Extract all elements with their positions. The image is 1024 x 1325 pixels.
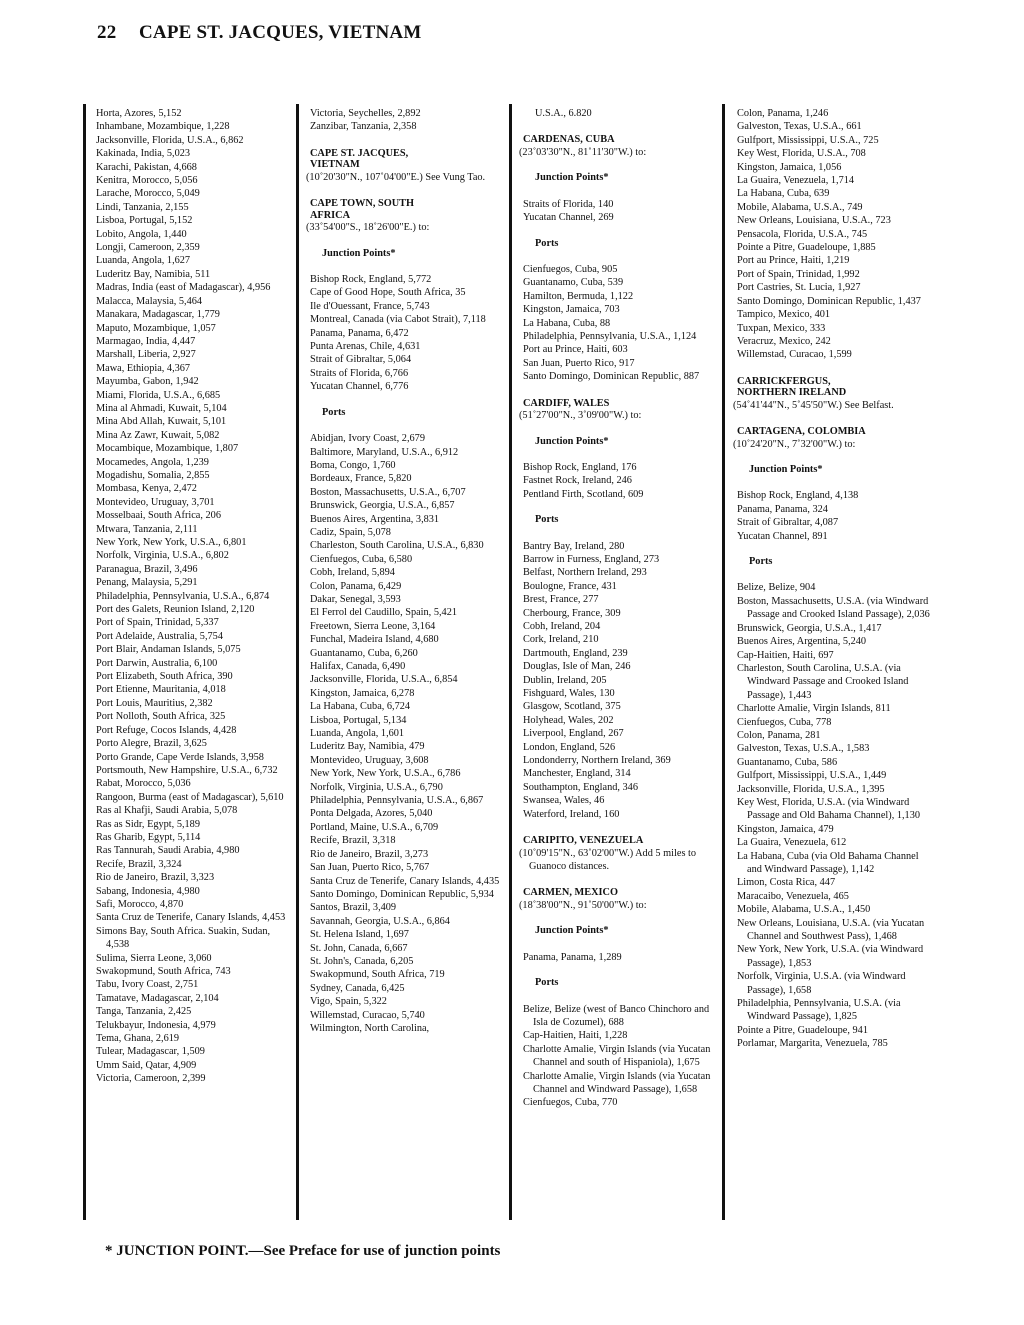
list-item: Mobile, Alabama, U.S.A., 749	[737, 201, 863, 213]
section-coordinates: (54˚41'44"N., 5˚45'50"W.) See Belfast.	[733, 399, 894, 411]
list-item: Dublin, Ireland, 205	[523, 674, 607, 686]
junction-points-list	[737, 489, 933, 543]
list-item: Porto Alegre, Brazil, 3,625	[96, 738, 207, 750]
list-item: Mtwara, Tanzania, 2,111	[96, 523, 198, 535]
list-item: Philadelphia, Pennsylvania, U.S.A., 6,867	[310, 795, 484, 807]
list-item: Yucatan Channel, 269	[523, 212, 614, 224]
list-item: Southampton, England, 346	[523, 781, 638, 793]
list-item: Montevideo, Uruguay, 3,608	[310, 754, 429, 766]
list-item: Santa Cruz de Tenerife, Canary Islands, 4,435	[310, 875, 500, 887]
junction-points-list	[523, 951, 717, 964]
list-item: Santo Domingo, Dominican Republic, 1,437	[737, 295, 921, 307]
section-title: CARDENAS, CUBA	[523, 134, 615, 146]
list-item: Port au Prince, Haiti, 603	[523, 344, 628, 356]
list-item: Fastnet Rock, Ireland, 246	[523, 475, 632, 487]
list-item: Portland, Maine, U.S.A., 6,709	[310, 821, 439, 833]
list-item: Strait of Gibraltar, 4,087	[737, 517, 839, 529]
list-item: Savannah, Georgia, U.S.A., 6,864	[310, 915, 450, 927]
list-item: Gulfport, Mississippi, U.S.A., 725	[737, 134, 879, 146]
column-rule	[296, 104, 299, 1220]
section-title: CARDIFF, WALES	[523, 397, 610, 409]
list-item: New York, New York, U.S.A. (via Windward Passage), 1,853	[737, 944, 924, 969]
list-item: Brunswick, Georgia, U.S.A., 1,417	[737, 622, 882, 634]
list-item: Waterford, Ireland, 160	[523, 808, 620, 820]
section-title: VIETNAM	[310, 159, 360, 171]
list-item: Karachi, Pakistan, 4,668	[96, 161, 197, 173]
list-item: Kakinada, India, 5,023	[96, 148, 191, 160]
list-item: Victoria, Cameroon, 2,399	[96, 1073, 206, 1085]
column-rule	[722, 104, 725, 1220]
section-title: CARRICKFERGUS,	[737, 375, 831, 387]
list-item: Horta, Azores, 5,152	[96, 108, 182, 119]
list-item: Tuxpan, Mexico, 333	[737, 322, 826, 334]
list-item: Brest, France, 277	[523, 594, 599, 606]
list-item: Charlotte Amalie, Virgin Islands (via Yucatan Channel and Windward Passage), 1,658	[523, 1070, 711, 1095]
list-item: Port Refuge, Cocos Islands, 4,428	[96, 724, 237, 736]
section-cape-town	[310, 198, 504, 221]
list-item: Panama, Panama, 1,289	[523, 951, 622, 963]
list-item: Mina al Ahmadi, Kuwait, 5,104	[96, 402, 227, 414]
ports-heading: Ports	[535, 237, 559, 249]
list-item: Vigo, Spain, 5,322	[310, 996, 387, 1008]
list-item: Abidjan, Ivory Coast, 2,679	[310, 433, 425, 445]
ports-heading: Ports	[535, 514, 559, 526]
list-item: Cienfuegos, Cuba, 770	[523, 1097, 618, 1109]
list-item: Belize, Belize (west of Banco Chinchoro and Isla de Cozumel), 688	[523, 1003, 710, 1028]
list-item: Cap-Haitien, Haiti, 1,228	[523, 1030, 628, 1042]
section-title: NORTHERN IRELAND	[737, 387, 847, 399]
list-item: Jacksonville, Florida, U.S.A., 1,395	[737, 783, 885, 795]
list-item: Belize, Belize, 904	[737, 582, 816, 594]
ports-heading: Ports	[749, 556, 773, 568]
list-item: Sydney, Canada, 6,425	[310, 982, 405, 994]
list-item: Galveston, Texas, U.S.A., 1,583	[737, 743, 870, 755]
list-item: Port Adelaide, Australia, 5,754	[96, 630, 223, 642]
list-item: Cobh, Ireland, 5,894	[310, 567, 395, 579]
section-coordinates: (33˚54'00"S., 18˚26'00"E.) to:	[306, 222, 430, 234]
list-item: New York, New York, U.S.A., 6,801	[96, 537, 247, 548]
list-item: Inhambane, Mozambique, 1,228	[96, 121, 230, 133]
list-item: Montevideo, Uruguay, 3,701	[96, 496, 215, 508]
list-item: Marmagao, India, 4,447	[96, 335, 196, 347]
section-cartagena	[737, 426, 933, 438]
list-item: Manakara, Madagascar, 1,779	[96, 309, 220, 321]
list-item: Guantanamo, Cuba, 586	[737, 756, 838, 768]
list-item: Sabang, Indonesia, 4,980	[96, 885, 200, 897]
list-item: Glasgow, Scotland, 375	[523, 701, 621, 713]
section-title: CARTAGENA, COLOMBIA	[737, 426, 866, 438]
section-cape-st-jacques	[310, 148, 504, 171]
list-item: Dakar, Senegal, 3,593	[310, 593, 401, 605]
section-coordinates: (10˚24'20"N., 7˚32'00"W.) to:	[733, 438, 856, 450]
junction-points-heading: Junction Points*	[322, 247, 396, 259]
list-item: Port Nolloth, South Africa, 325	[96, 711, 226, 723]
list-item: La Guaira, Venezuela, 1,714	[737, 175, 855, 187]
list-item: Rio de Janeiro, Brazil, 3,273	[310, 848, 429, 860]
list-item: Bantry Bay, Ireland, 280	[523, 540, 625, 552]
list-item: Pentland Firth, Scotland, 609	[523, 488, 644, 500]
list-item: Belfast, Northern Ireland, 293	[523, 567, 647, 579]
list-item: Umm Said, Qatar, 4,909	[96, 1059, 197, 1071]
junction-points-heading: Junction Points*	[749, 464, 823, 476]
list-item: Colon, Panama, 281	[737, 729, 821, 741]
list-item: Port Blair, Andaman Islands, 5,075	[96, 644, 241, 656]
list-item: Santa Cruz de Tenerife, Canary Islands, 4,453	[96, 912, 286, 924]
list-item: Port des Galets, Reunion Island, 2,120	[96, 604, 255, 616]
list-item: Charlotte Amalie, Virgin Islands, 811	[737, 703, 891, 715]
list-item: Tanga, Tanzania, 2,425	[96, 1006, 192, 1018]
list-item: Montreal, Canada (via Cabot Strait), 7,118	[310, 314, 486, 326]
list-item: Jacksonville, Florida, U.S.A., 6,862	[96, 134, 244, 146]
list-item: Boston, Massachusetts, U.S.A., 6,707	[310, 486, 466, 498]
list-item: Ras Tannurah, Saudi Arabia, 4,980	[96, 845, 240, 857]
section-coordinates: (18˚38'00"N., 91˚50'00"W.) to:	[519, 899, 647, 911]
list-item: Tampico, Mexico, 401	[737, 309, 831, 321]
list-item: La Habana, Cuba, 639	[737, 188, 830, 200]
page-number: 22	[97, 22, 117, 43]
list-item: Bordeaux, France, 5,820	[310, 473, 412, 485]
list-item: Maracaibo, Venezuela, 465	[737, 890, 849, 902]
list-item: Wilmington, North Carolina,	[310, 1022, 430, 1034]
list-item: Key West, Florida, U.S.A. (via Windward Passage and Old Bahama Channel), 1,130	[737, 796, 921, 822]
list-item: Boston, Massachusetts, U.S.A. (via Windward Passage and Crooked Island Passage), 2,036	[737, 595, 930, 621]
list-item: Port of Spain, Trinidad, 5,337	[96, 617, 219, 629]
list-item: El Ferrol del Caudillo, Spain, 5,421	[310, 607, 458, 619]
list-item: Philadelphia, Pennsylvania, U.S.A. (via Windward Passage), 1,825	[737, 998, 901, 1023]
list-item: Mayumba, Gabon, 1,942	[96, 376, 199, 388]
list-item: Willemstad, Curacao, 1,599	[737, 349, 852, 361]
list-item: Mawa, Ethiopia, 4,367	[96, 362, 191, 374]
list-item: Luanda, Angola, 1,601	[310, 728, 405, 740]
list-item: Simons Bay, South Africa. Suakin, Sudan, 4,538	[96, 925, 271, 951]
junction-points-heading: Junction Points*	[535, 172, 609, 184]
list-item: Longji, Cameroon, 2,359	[96, 242, 200, 254]
list-item: Brunswick, Georgia, U.S.A., 6,857	[310, 500, 455, 512]
list-item: Swansea, Wales, 46	[523, 795, 605, 807]
list-item: Punta Arenas, Chile, 4,631	[310, 341, 421, 353]
list-item: Bishop Rock, England, 176	[523, 461, 637, 473]
section-coordinates: (51˚27'00"N., 3˚09'00"W.) to:	[519, 410, 642, 422]
list-item: Mobile, Alabama, U.S.A., 1,450	[737, 904, 871, 916]
list-item: Gulfport, Mississippi, U.S.A., 1,449	[737, 770, 887, 782]
list-item: La Habana, Cuba (via Old Bahama Channel and Windward Passage), 1,142	[737, 850, 919, 875]
list-item: Boulogne, France, 431	[523, 580, 617, 592]
list-item: Mina Az Zawr, Kuwait, 5,082	[96, 429, 220, 441]
list-item: Mina Abd Allah, Kuwait, 5,101	[96, 416, 227, 428]
section-cardenas	[523, 134, 717, 146]
column-rule	[83, 104, 86, 1220]
list-item: Yucatan Channel, 6,776	[310, 381, 409, 393]
list-item: Pensacola, Florida, U.S.A., 745	[737, 228, 868, 240]
list-item: Porto Grande, Cape Verde Islands, 3,958	[96, 751, 264, 763]
list-item: San Juan, Puerto Rico, 917	[523, 357, 635, 369]
list-item: Recife, Brazil, 3,318	[310, 835, 396, 847]
list-item: Victoria, Seychelles, 2,892	[310, 108, 421, 119]
list-item: Norfolk, Virginia, U.S.A. (via Windward Passage), 1,658	[737, 971, 906, 996]
junction-points-heading: Junction Points*	[535, 925, 609, 937]
list-item: Lisboa, Portugal, 5,152	[96, 215, 193, 227]
list-item: Paranagua, Brazil, 3,496	[96, 563, 198, 575]
list-item: Limon, Costa Rica, 447	[737, 877, 836, 889]
list-item: Santo Domingo, Dominican Republic, 5,934	[310, 888, 494, 900]
list-item: Marshall, Liberia, 2,927	[96, 349, 196, 361]
ports-list	[523, 540, 717, 822]
section-carrickfergus	[737, 376, 933, 399]
list-item: San Juan, Puerto Rico, 5,767	[310, 862, 430, 874]
list-item: Lobito, Angola, 1,440	[96, 228, 187, 240]
list-item: Port Louis, Mauritius, 2,382	[96, 697, 213, 709]
list-item: Philadelphia, Pennsylvania, U.S.A., 6,874	[96, 590, 270, 602]
list-item: Charleston, South Carolina, U.S.A. (via Windward Passage and Crooked Island Passage), 1,443	[737, 662, 909, 701]
list-item: Santo Domingo, Dominican Republic, 887	[523, 371, 700, 383]
list-item: La Habana, Cuba, 6,724	[310, 701, 411, 713]
junction-points-list	[310, 273, 504, 394]
list-item: Luanda, Angola, 1,627	[96, 255, 191, 267]
list-item: Port Elizabeth, South Africa, 390	[96, 671, 233, 683]
list-item: Penang, Malaysia, 5,291	[96, 577, 198, 589]
footer-note: * JUNCTION POINT.—See Preface for use of junction points	[105, 1243, 501, 1259]
section-title: CAPE ST. JACQUES,	[310, 147, 409, 159]
list-item: Porlamar, Margarita, Venezuela, 785	[737, 1038, 888, 1050]
list-item: Straits of Florida, 140	[523, 198, 614, 210]
ports-list	[523, 1003, 717, 1110]
list-item: Veracruz, Mexico, 242	[737, 335, 831, 347]
list-item: Rabat, Morocco, 5,036	[96, 778, 191, 790]
list-item: Zanzibar, Tanzania, 2,358	[310, 121, 417, 133]
list-item: Port Castries, St. Lucia, 1,927	[737, 282, 861, 294]
list-item: Lindi, Tanzania, 2,155	[96, 201, 189, 213]
list-item: Pointe a Pitre, Guadeloupe, 941	[737, 1024, 868, 1036]
list-item: Panama, Panama, 324	[737, 503, 828, 515]
list-item: Halifax, Canada, 6,490	[310, 661, 406, 672]
ports-list	[310, 432, 504, 1035]
entry-list	[310, 107, 504, 134]
list-item: Port of Spain, Trinidad, 1,992	[737, 268, 860, 280]
list-item: Mogadishu, Somalia, 2,855	[96, 469, 210, 481]
list-item: St. John's, Canada, 6,205	[310, 955, 414, 967]
section-coordinates: (10˚20'30"N., 107˚04'00"E.) See Vung Tao.	[306, 171, 486, 183]
ports-heading: Ports	[535, 977, 559, 989]
list-item: Philadelphia, Pennsylvania, U.S.A., 1,124	[523, 330, 697, 342]
list-item: Willemstad, Curacao, 5,740	[310, 1009, 425, 1021]
ports-list	[737, 581, 933, 1050]
list-item: Galveston, Texas, U.S.A., 661	[737, 121, 862, 133]
list-item: Mocambique, Mozambique, 1,807	[96, 443, 239, 455]
list-item: Ras Gharib, Egypt, 5,114	[96, 831, 201, 843]
ports-heading: Ports	[322, 406, 346, 418]
list-item: Ras as Sidr, Egypt, 5,189	[96, 818, 200, 830]
ports-list	[523, 263, 717, 384]
list-item: Recife, Brazil, 3,324	[96, 858, 182, 870]
list-item: Bishop Rock, England, 5,772	[310, 274, 432, 286]
list-item: Holyhead, Wales, 202	[523, 714, 614, 726]
list-item: Pointe a Pitre, Guadeloupe, 1,885	[737, 242, 876, 254]
list-item: Manchester, England, 314	[523, 768, 631, 780]
list-item: Guantanamo, Cuba, 539	[523, 277, 624, 289]
list-item: Fishguard, Wales, 130	[523, 688, 615, 699]
list-item: Funchal, Madeira Island, 4,680	[310, 634, 439, 646]
list-item: Ras al Khafji, Saudi Arabia, 5,078	[96, 805, 238, 817]
list-item: Panama, Panama, 6,472	[310, 327, 409, 339]
section-coordinates: (23˚03'30"N., 81˚11'30"W.) to:	[519, 146, 647, 158]
list-item: Ile d'Ouessant, France, 5,743	[310, 300, 430, 312]
list-item: Colon, Panama, 1,246	[737, 108, 829, 119]
list-item: Ponta Delgada, Azores, 5,040	[310, 808, 433, 820]
list-item: Kingston, Jamaica, 6,278	[310, 687, 415, 699]
list-item: Port au Prince, Haiti, 1,219	[737, 255, 850, 267]
list-item: Luderitz Bay, Namibia, 479	[310, 741, 425, 753]
list-item: Lisboa, Portugal, 5,134	[310, 714, 407, 726]
list-item: Yucatan Channel, 891	[737, 530, 828, 542]
entry-list	[737, 107, 933, 362]
list-item: Kingston, Jamaica, 479	[737, 823, 834, 835]
list-item: Straits of Florida, 6,766	[310, 367, 409, 379]
list-item: Buenos Aires, Argentina, 3,831	[310, 513, 440, 525]
list-item: Cienfuegos, Cuba, 6,580	[310, 553, 413, 565]
section-coordinates: (10˚09'15"N., 63˚02'00"W.) Add 5 miles to Guanoco distances.	[519, 847, 697, 872]
list-item: Barrow in Furness, England, 273	[523, 553, 660, 565]
list-item: Telukbayur, Indonesia, 4,979	[96, 1019, 216, 1031]
list-item: Maputo, Mozambique, 1,057	[96, 322, 216, 334]
list-item: Luderitz Bay, Namibia, 511	[96, 268, 211, 280]
list-item: Londonderry, Northern Ireland, 369	[523, 755, 671, 767]
section-title: AFRICA	[310, 209, 351, 221]
column-1	[96, 107, 292, 1086]
list-item: U.S.A., 6.820	[535, 108, 592, 119]
list-item: St. John, Canada, 6,667	[310, 942, 408, 954]
list-item: Madras, India (east of Madagascar), 4,956	[96, 282, 271, 294]
list-item: Hamilton, Bermuda, 1,122	[523, 290, 634, 302]
column-4	[733, 107, 933, 1051]
list-item: Port Darwin, Australia, 6,100	[96, 657, 218, 669]
list-item: Malacca, Malaysia, 5,464	[96, 295, 203, 307]
list-item: Swakopmund, South Africa, 743	[96, 966, 231, 977]
list-item: Santos, Brazil, 3,409	[310, 902, 397, 914]
list-item: Swakopmund, South Africa, 719	[310, 969, 445, 981]
list-item: Sulima, Sierra Leone, 3,060	[96, 952, 212, 964]
list-item: Jacksonville, Florida, U.S.A., 6,854	[310, 674, 458, 686]
list-item: Freetown, Sierra Leone, 3,164	[310, 620, 436, 632]
list-item: Cape of Good Hope, South Africa, 35	[310, 287, 466, 299]
list-item: Tabu, Ivory Coast, 2,751	[96, 979, 199, 991]
list-item: Cherbourg, France, 309	[523, 607, 621, 619]
list-item: Cienfuegos, Cuba, 778	[737, 716, 832, 728]
section-carmen	[523, 887, 717, 899]
list-item: Mosselbaai, South Africa, 206	[96, 510, 221, 522]
list-item: Rangoon, Burma (east of Madagascar), 5,610	[96, 791, 284, 803]
list-item: St. Helena Island, 1,697	[310, 929, 409, 941]
list-item: Douglas, Isle of Man, 246	[523, 661, 631, 673]
list-item: New York, New York, U.S.A., 6,786	[310, 768, 461, 780]
section-title: CARIPITO, VENEZUELA	[523, 835, 644, 847]
list-item: London, England, 526	[523, 741, 616, 753]
section-caripito	[523, 835, 717, 847]
list-item: Safi, Morocco, 4,870	[96, 898, 184, 910]
page-title: CAPE ST. JACQUES, VIETNAM	[139, 22, 422, 43]
list-item: Charlotte Amalie, Virgin Islands (via Yucatan Channel and south of Hispaniola), 1,675	[523, 1043, 711, 1069]
list-item: Tema, Ghana, 2,619	[96, 1033, 180, 1045]
list-item: Miami, Florida, U.S.A., 6,685	[96, 389, 221, 401]
list-item: New Orleans, Louisiana, U.S.A. (via Yucatan Channel and Southwest Pass), 1,468	[737, 917, 925, 943]
list-item: La Habana, Cuba, 88	[523, 317, 611, 329]
list-item: Mombasa, Kenya, 2,472	[96, 483, 197, 495]
list-item: Portsmouth, New Hampshire, U.S.A., 6,732	[96, 764, 278, 776]
list-item: Colon, Panama, 6,429	[310, 580, 402, 592]
list-item: Key West, Florida, U.S.A., 708	[737, 148, 866, 160]
column-3	[519, 107, 717, 1110]
list-item: Cienfuegos, Cuba, 905	[523, 263, 618, 275]
list-item: Strait of Gibraltar, 5,064	[310, 354, 412, 366]
column-rule	[509, 104, 512, 1220]
junction-points-list	[523, 198, 717, 225]
list-item: Guantanamo, Cuba, 6,260	[310, 647, 418, 659]
list-item: Buenos Aires, Argentina, 5,240	[737, 636, 867, 648]
list-item: Kingston, Jamaica, 703	[523, 304, 620, 316]
list-item: Cobh, Ireland, 204	[523, 620, 601, 632]
list-item: Boma, Congo, 1,760	[310, 459, 396, 471]
list-item: La Guaira, Venezuela, 612	[737, 837, 847, 849]
page-header	[97, 22, 421, 52]
list-item: Tamatave, Madagascar, 2,104	[96, 992, 219, 1004]
column-2	[306, 107, 504, 1035]
section-cardiff	[523, 398, 717, 410]
list-item: Cadiz, Spain, 5,078	[310, 526, 391, 538]
list-item: Norfolk, Virginia, U.S.A., 6,790	[310, 781, 443, 793]
list-item: Liverpool, England, 267	[523, 728, 624, 740]
list-item: Mocamedes, Angola, 1,239	[96, 456, 209, 468]
junction-points-heading: Junction Points*	[535, 435, 609, 447]
section-title: CARMEN, MEXICO	[523, 887, 618, 899]
list-item: Norfolk, Virginia, U.S.A., 6,802	[96, 550, 229, 562]
list-item: Dartmouth, England, 239	[523, 647, 628, 659]
list-item: Kenitra, Morocco, 5,056	[96, 175, 198, 187]
list-item: Bishop Rock, England, 4,138	[737, 490, 859, 502]
list-item: Baltimore, Maryland, U.S.A., 6,912	[310, 446, 459, 458]
list-item: Tulear, Madagascar, 1,509	[96, 1046, 205, 1058]
list-item: Cork, Ireland, 210	[523, 634, 599, 646]
section-title: CAPE TOWN, SOUTH	[310, 198, 415, 210]
list-item: Larache, Morocco, 5,049	[96, 188, 200, 200]
entry-list	[96, 107, 292, 1086]
list-item: Rio de Janeiro, Brazil, 3,323	[96, 872, 215, 884]
list-item: New Orleans, Louisiana, U.S.A., 723	[737, 215, 891, 227]
list-item: Charleston, South Carolina, U.S.A., 6,830	[310, 540, 484, 552]
list-item: Kingston, Jamaica, 1,056	[737, 161, 842, 173]
list-item: Cap-Haitien, Haiti, 697	[737, 649, 834, 661]
junction-points-list	[523, 461, 717, 501]
list-item: Port Etienne, Mauritania, 4,018	[96, 684, 226, 696]
